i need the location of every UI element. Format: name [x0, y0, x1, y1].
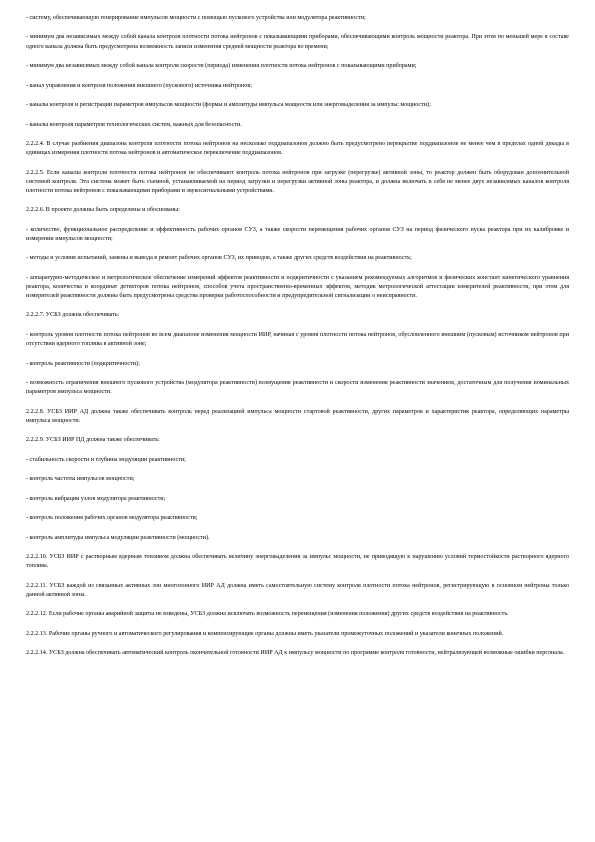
paragraph: 2.2.2.13. Рабочие органы ручного и автоматического регулирования и компенсирующие органы должны иметь указатели промежуточных положений и указатели конечных положений.	[26, 630, 504, 637]
paragraph: 2.2.2.10. УСБЗ ИИР с растворным ядерным топливом должна обеспечивать величину энерговыделения за импульс мощности, не приводящую к нарушению условий термостойкости растворного ядерного топлива.	[26, 554, 569, 570]
paragraph: 2.2.2.11. УСБЗ каждой из связанных активных зон многозонного ИИР АД должна иметь самостоятельную систему контроля плотности потока нейтронов, регистрирующую в основном нейтроны только данной активной зоны.	[26, 582, 569, 598]
paragraph: - канал управления и контроля положения внешнего (пускового) источника нейтронов;	[26, 82, 252, 89]
paragraph: 2.2.2.4. В случае разбиения диапазона контроля плотности потока нейтронов на несколько поддиапазонов должно быть предусмотрено перекрытие поддиапазонов не менее чем в пределах одной декады в единицах измерения плотности потока нейтронов и автоматическое переключение поддиапазонов.	[26, 141, 569, 157]
paragraph: 2.2.2.6. В проекте должны быть определены и обоснованы:	[26, 207, 180, 214]
paragraph: - контроль амплитуды импульса модуляции реактивности (мощности).	[26, 534, 210, 541]
paragraph: - контроль вибрации узлов модулятора реактивности;	[26, 495, 166, 502]
paragraph: - каналы контроля параметров технологических систем, важных для безопасности.	[26, 121, 242, 128]
paragraph: 2.2.2.12. Если рабочие органы аварийной защиты не взведены, УСБЗ должна исключать возможность перемещения (изменения положения) других средств воздействия на реактивность.	[26, 611, 509, 618]
paragraph: 2.2.2.5. Если каналы контроля плотности потока нейтронов не обеспечивают контроль потока нейтронов при загрузке (перегрузке) активной зоны, то реактор должен быть оборудован дополнительной системой контроля. Эта система может быть съемной, устанавливаемой на период загрузки и перегрузки активной зоны реактора, и должна включать в себя не менее двух независимых каналов контроля плотности потока нейтронов с показывающими приборами и звукосигнальными устройствами.	[26, 169, 569, 194]
paragraph: 2.2.2.8. УСБЗ ИИР АД должна также обеспечивать контроль перед реализацией импульса мощности стартовой реактивности, других параметров и характеристик реактора, определяющих параметры импульса мощности.	[26, 408, 569, 424]
paragraph: - методы и условия испытаний, замены и вывода в ремонт рабочих органов СУЗ, их приводов, а также других средств воздействия на реактивность;	[26, 255, 412, 262]
paragraph: - каналы контроля и регистрации параметров импульсов мощности (формы и амплитуды импульса мощности или энерговыделения за импульс мощности);	[26, 102, 431, 109]
paragraph: 2.2.2.7. УСБЗ должна обеспечивать:	[26, 312, 120, 319]
paragraph: - аппаратурно-методическое и метрологическое обеспечение измерений эффектов реактивности и подкритичности с указанием рекомендуемых алгоритмов и физических констант кинетического уравнения реактора, количества и координат детекторов потока нейтронов, способов учета пространственно-временных эффектов, методик метрологической аттестации измерителей реактивности, при этом для измерителей реактивности должны быть предусмотрены средства проверки работоспособности и предупредительной сигнализации о неисправности.	[26, 274, 569, 299]
paragraph: - контроль реактивности (подкритичности);	[26, 360, 140, 367]
paragraph: - возможность ограничения внешнего пускового устройства (модулятора реактивности) возмущения реактивности и скорости изменения реактивности значением, достаточным для получения номинальных параметров импульса мощности.	[26, 380, 569, 396]
paragraph: - минимум два независимых между собой канала контроля скорости (периода) изменения плотности потока нейтронов с показывающими приборами;	[26, 63, 417, 70]
paragraph: - систему, обеспечивающую генерирование импульсов мощности с помощью пускового устройства или модулятора реактивности;	[26, 15, 366, 21]
paragraph: - контроль положения рабочих органов модулятора реактивности;	[26, 515, 198, 522]
paragraph: - контроль уровня плотности потока нейтронов во всем диапазоне изменения мощности ИИР, начиная с уровня плотности потока нейтронов, обусловленного внешним (пусковым) источником нейтронов при отсутствии ядерного топлива в активной зоне;	[26, 331, 569, 348]
paragraph: 2.2.2.9. УСБЗ ИИР ПД должна также обеспечивать:	[26, 437, 160, 444]
paragraph: 2.2.2.14. УСБЗ должна обеспечивать автоматический контроль окончательной готовности ИИР АД к импульсу мощности по программе контроля готовности, нейтрализующей возможные ошибки персонала.	[26, 650, 565, 657]
paragraph: - количество, функциональное распределение и эффективность рабочих органов СУЗ, а также скорости перемещения рабочих органов СУЗ на период физического пуска реактора при их калибровке и измерении импульсов мощности;	[26, 226, 569, 242]
paragraph: - стабильность скорости и глубины модуляции реактивности;	[26, 456, 186, 463]
paragraph: - минимум два независимых между собой канала контроля плотности потока нейтронов с показывающими приборами, обеспечивающими контроль мощности реактора. При этом по меньшей мере в составе одного канала должна быть предусмотрена возможность записи изменения средней мощности реактора во времени;	[26, 34, 569, 50]
paragraph: - контроль частоты импульсов мощности;	[26, 476, 135, 483]
